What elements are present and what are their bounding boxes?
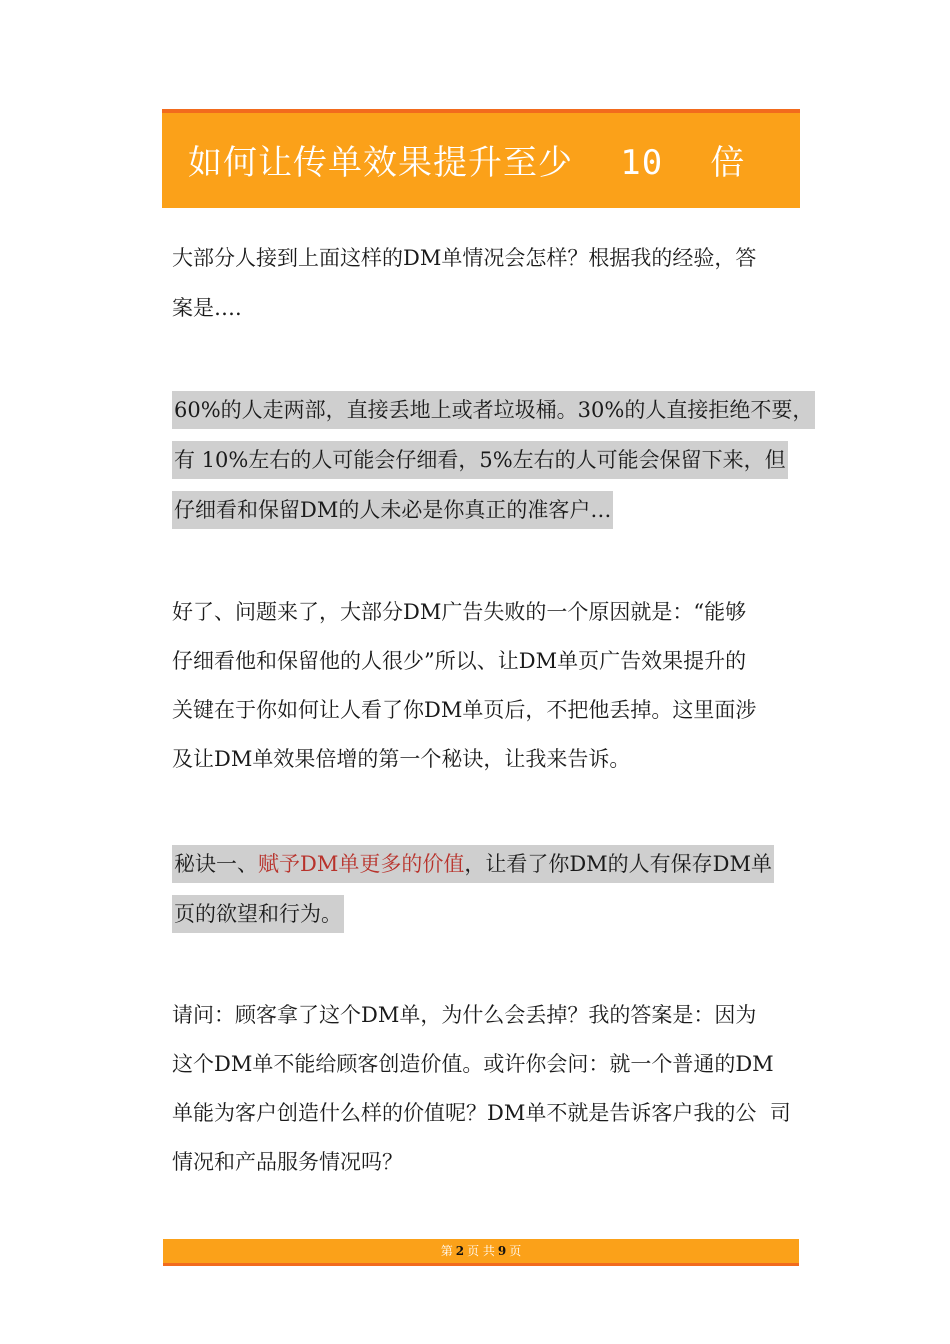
title-number: 10 xyxy=(620,143,664,183)
total-pages-number: 9 xyxy=(497,1244,507,1258)
highlighted-line: 有 10%左右的人可能会仔细看，5%左右的人可能会保留下来，但 xyxy=(172,441,788,479)
text-line: 案是…. xyxy=(172,296,242,320)
current-page-number: 2 xyxy=(455,1244,465,1258)
highlighted-line: 60%的人走两部，直接丢地上或者垃圾桶。30%的人直接拒绝不要， xyxy=(172,391,815,429)
highlighted-line: 页的欲望和行为。 xyxy=(172,895,344,933)
text-line: 及让DM单效果倍增的第一个秘诀，让我来告诉。 xyxy=(172,747,631,771)
secret-label: 秘诀一、 xyxy=(174,852,258,876)
highlighted-line xyxy=(172,845,774,883)
text-line: 请问：顾客拿了这个DM单，为什么会丢掉？我的答案是：因为 xyxy=(172,1003,757,1027)
page-footer xyxy=(163,1239,799,1266)
secret-emphasis: 赋予DM单更多的价值 xyxy=(258,852,465,876)
secret-text: ，让看了你DM的人有保存DM单 xyxy=(464,852,773,876)
text-line: 好了、问题来了，大部分DM广告失败的一个原因就是：“能够 xyxy=(172,600,747,624)
text-line: 大部分人接到上面这样的DM单情况会怎样？根据我的经验，答 xyxy=(172,246,757,270)
text-line: 情况和产品服务情况吗？ xyxy=(172,1150,403,1174)
text-line: 关键在于你如何让人看了你DM单页后，不把他丢掉。这里面涉 xyxy=(172,698,757,722)
text-line: 单能为客户创造什么样的价值呢？DM单不就是告诉客户我的公 司 xyxy=(172,1101,791,1125)
text-line: 仔细看他和保留他的人很少”所以、让DM单页广告效果提升的 xyxy=(172,649,747,673)
footer-label-of: 页 共 xyxy=(467,1244,495,1258)
title-suffix: 倍 xyxy=(710,143,746,183)
footer-label-page: 第 xyxy=(440,1244,453,1258)
title-prefix: 如何让传单效果提升至少 xyxy=(188,143,573,183)
footer-label-end: 页 xyxy=(509,1244,522,1258)
page-title xyxy=(188,135,745,184)
title-banner xyxy=(162,109,800,208)
text-line: 这个DM单不能给顾客创造价值。或许你会问：就一个普通的DM xyxy=(172,1052,774,1076)
highlighted-line: 仔细看和保留DM的人未必是你真正的准客户… xyxy=(172,491,613,529)
